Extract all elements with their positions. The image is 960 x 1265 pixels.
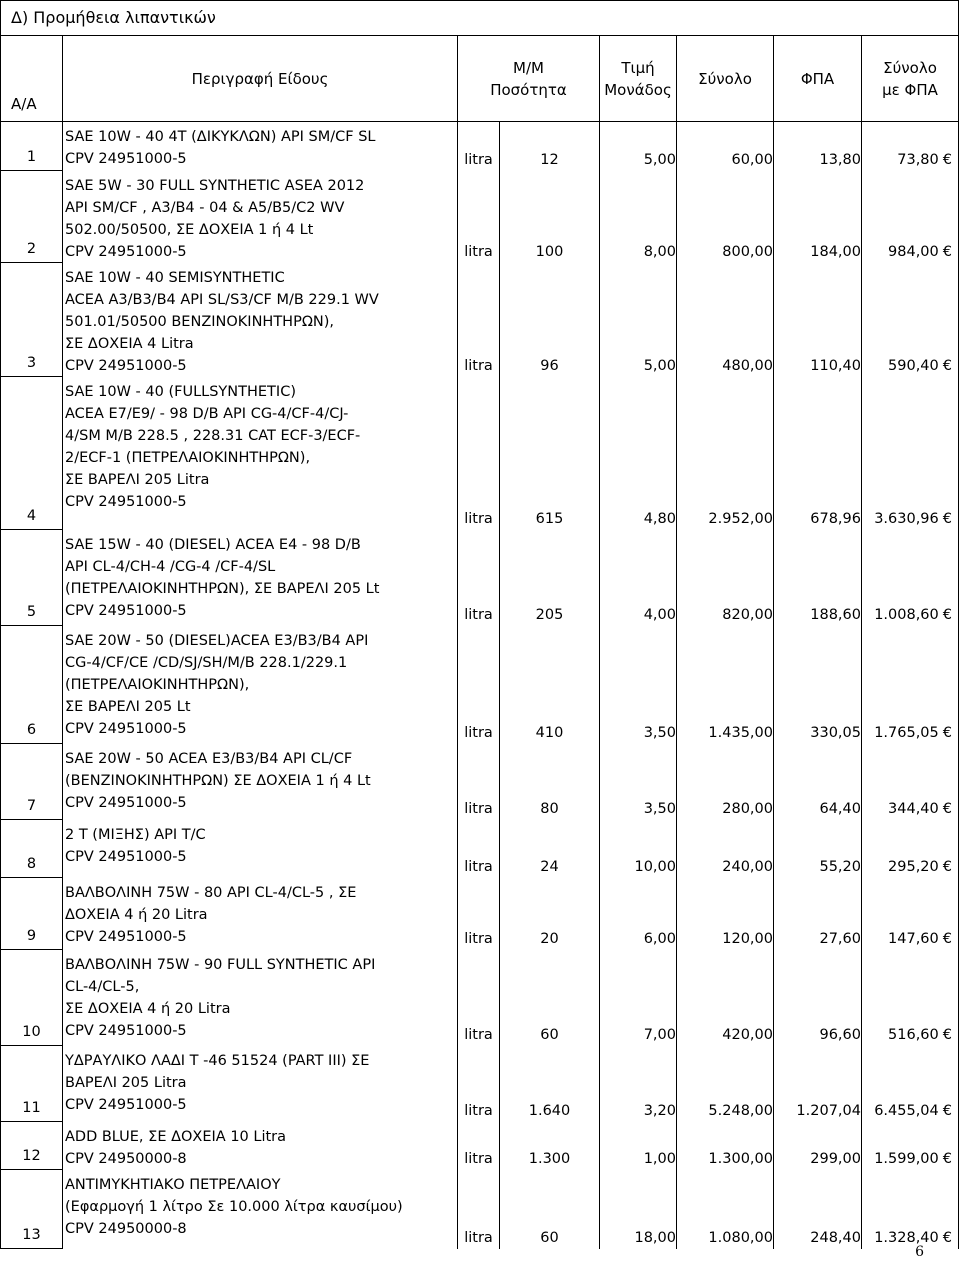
section-title-row: [1, 1, 959, 36]
euro-sign: €: [942, 357, 952, 374]
item-total: 1.300,00: [677, 1122, 774, 1170]
item-description-line: CPV 24951000-5: [65, 1022, 187, 1039]
item-description-line: CPV 24951000-5: [65, 357, 187, 374]
header-unit: Μ/Μ: [513, 58, 544, 77]
item-quantity: 60: [500, 1170, 600, 1249]
item-description: [63, 950, 458, 1046]
item-description: [63, 1046, 458, 1122]
euro-sign: €: [942, 243, 952, 260]
item-description-line: ADD BLUE, ΣΕ ΔΟΧΕΙΑ 10 Litra: [65, 1128, 287, 1145]
item-description-line: SAE 10W - 40 4T (ΔΙΚΥΚΛΩΝ) API SM/CF SL: [65, 129, 376, 145]
item-price: 3,20: [600, 1046, 677, 1122]
item-price: 4,00: [600, 530, 677, 626]
item-total: 2.952,00: [677, 377, 774, 530]
item-total-vat: [862, 377, 959, 530]
item-quantity: 24: [500, 820, 600, 878]
item-description-line: ACEA E7/E9/ - 98 D/B API CG-4/CF-4/CJ-: [65, 405, 349, 422]
item-description-line: SAE 20W - 50 ACEA E3/B3/B4 API CL/CF: [65, 750, 353, 767]
item-description-line: ΣΕ ΔΟΧΕΙΑ 4 Litra: [65, 335, 194, 352]
euro-sign: €: [942, 1102, 952, 1119]
item-description-line: ΒΑΛΒΟΛΙΝΗ 75W - 90 FULL SYNTHETIC API: [65, 956, 376, 973]
item-total-vat-value: 516,60: [888, 1026, 939, 1043]
item-description: [63, 1170, 458, 1249]
euro-sign: €: [942, 800, 952, 817]
item-unit: litra: [458, 530, 500, 626]
item-description-line: CL-4/CL-5,: [65, 978, 140, 995]
item-total-vat-value: 1.008,60: [874, 606, 939, 623]
item-unit: litra: [458, 1122, 500, 1170]
item-total-vat-value: 3.630,96: [874, 510, 939, 527]
item-unit: litra: [458, 1170, 500, 1249]
item-total-vat-value: 1.765,05: [874, 724, 939, 741]
item-description-line: API SM/CF , A3/B4 - 04 & A5/B5/C2 WV: [65, 199, 345, 216]
item-description-line: CPV 24950000-8: [65, 1220, 187, 1237]
euro-sign: €: [942, 1026, 952, 1043]
item-number: 11: [1, 1046, 63, 1122]
item-total: 800,00: [677, 171, 774, 263]
item-number: 9: [1, 878, 63, 950]
header-unit-quantity: [458, 36, 600, 122]
item-total-vat-value: 590,40: [888, 357, 939, 374]
item-unit: litra: [458, 263, 500, 377]
item-description-line: CPV 24951000-5: [65, 928, 187, 945]
item-number: 12: [1, 1122, 63, 1170]
item-description: [63, 263, 458, 377]
item-description-line: ACEA A3/B3/B4 API SL/S3/CF M/B 229.1 WV: [65, 291, 379, 308]
section-title: Δ) Προμήθεια λιπαντικών: [1, 1, 959, 36]
item-description-line: 502.00/50500, ΣΕ ΔΟΧΕΙΑ 1 ή 4 Lt: [65, 221, 314, 238]
item-quantity: 1.300: [500, 1122, 600, 1170]
item-total-vat-value: 73,80: [897, 151, 939, 168]
item-description-line: SAE 5W - 30 FULL SYNTHETIC ASEA 2012: [65, 177, 365, 194]
item-total-vat-value: 6.455,04: [874, 1102, 939, 1119]
header-total-vat: [862, 36, 959, 122]
item-description-line: 2 T (ΜΙΞΗΣ) API T/C: [65, 826, 206, 843]
item-description-line: ΒΑΡΕΛΙ 205 Litra: [65, 1074, 187, 1091]
item-total-vat: [862, 878, 959, 950]
table-row: [1, 263, 959, 377]
item-total-vat: [862, 1046, 959, 1122]
header-row: [1, 36, 959, 122]
item-description-line: CPV 24950000-8: [65, 1150, 187, 1167]
item-description-line: CPV 24951000-5: [65, 1096, 187, 1113]
euro-sign: €: [942, 151, 952, 168]
item-total: 1.080,00: [677, 1170, 774, 1249]
item-number: 7: [1, 744, 63, 820]
table-row: [1, 1170, 959, 1249]
item-quantity: 410: [500, 626, 600, 744]
header-price-line1: Τιμή: [621, 58, 655, 77]
item-description-line: CPV 24951000-5: [65, 243, 187, 260]
item-vat: 64,40: [774, 744, 862, 820]
euro-sign: €: [942, 1150, 952, 1167]
item-vat: 96,60: [774, 950, 862, 1046]
item-price: 3,50: [600, 626, 677, 744]
item-description: [63, 744, 458, 820]
table-row: [1, 171, 959, 263]
header-vat: ΦΠΑ: [774, 36, 862, 122]
header-price-line2: Μονάδος: [604, 80, 672, 99]
item-vat: 27,60: [774, 878, 862, 950]
item-price: 3,50: [600, 744, 677, 820]
item-total: 1.435,00: [677, 626, 774, 744]
item-description: [63, 878, 458, 950]
table-row: [1, 878, 959, 950]
item-price: 5,00: [600, 122, 677, 171]
item-number: 13: [1, 1170, 63, 1249]
item-unit: litra: [458, 171, 500, 263]
table-row: [1, 122, 959, 171]
item-description: [63, 1122, 458, 1170]
item-quantity: 1.640: [500, 1046, 600, 1122]
item-unit: litra: [458, 626, 500, 744]
item-total-vat: [862, 950, 959, 1046]
item-description-line: ΣΕ ΒΑΡΕΛΙ 205 Lt: [65, 698, 191, 715]
euro-sign: €: [942, 510, 952, 527]
euro-sign: €: [942, 606, 952, 623]
header-total-vat-line1: Σύνολο: [883, 58, 937, 77]
header-aa: Α/Α: [1, 36, 63, 122]
item-total: 5.248,00: [677, 1046, 774, 1122]
item-price: 10,00: [600, 820, 677, 878]
item-price: 1,00: [600, 1122, 677, 1170]
item-price: 5,00: [600, 263, 677, 377]
item-unit: litra: [458, 878, 500, 950]
item-price: 4,80: [600, 377, 677, 530]
item-price: 18,00: [600, 1170, 677, 1249]
item-vat: 188,60: [774, 530, 862, 626]
item-total-vat: [862, 263, 959, 377]
item-description-line: ΣΕ ΒΑΡΕΛΙ 205 Litra: [65, 471, 210, 488]
item-description-line: ΣΕ ΔΟΧΕΙΑ 4 ή 20 Litra: [65, 1000, 231, 1017]
table-row: [1, 820, 959, 878]
item-description: [63, 171, 458, 263]
item-description-line: SAE 10W - 40 (FULLSYNTHETIC): [65, 383, 296, 400]
item-total-vat: [862, 122, 959, 171]
item-description-line: CPV 24951000-5: [65, 794, 187, 811]
item-number: 1: [1, 122, 63, 171]
table-row: [1, 626, 959, 744]
item-description-line: (ΠΕΤΡΕΛΑΙΟΚΙΝΗΤΗΡΩΝ), ΣΕ ΒΑΡΕΛΙ 205 Lt: [65, 580, 380, 597]
item-total-vat: [862, 530, 959, 626]
item-total-vat-value: 147,60: [888, 930, 939, 947]
item-unit: litra: [458, 950, 500, 1046]
item-quantity: 96: [500, 263, 600, 377]
euro-sign: €: [942, 1229, 952, 1246]
item-price: 6,00: [600, 878, 677, 950]
table-row: [1, 1046, 959, 1122]
item-total-vat: [862, 626, 959, 744]
item-total: 420,00: [677, 950, 774, 1046]
euro-sign: €: [942, 930, 952, 947]
item-number: 6: [1, 626, 63, 744]
item-total: 480,00: [677, 263, 774, 377]
table-row: [1, 1122, 959, 1170]
item-description-line: CG-4/CF/CE /CD/SJ/SH/M/B 228.1/229.1: [65, 654, 348, 671]
item-description-line: CPV 24951000-5: [65, 720, 187, 737]
item-description-line: ΔΟΧΕΙΑ 4 ή 20 Litra: [65, 906, 208, 923]
item-quantity: 205: [500, 530, 600, 626]
item-description-line: SAE 15W - 40 (DIESEL) ACEA E4 - 98 D/B: [65, 536, 361, 553]
item-vat: 110,40: [774, 263, 862, 377]
item-description-line: 501.01/50500 ΒΕΝΖΙΝΟΚΙΝΗΤΗΡΩΝ),: [65, 313, 335, 330]
item-number: 10: [1, 950, 63, 1046]
item-price: 8,00: [600, 171, 677, 263]
item-description-line: 4/SM M/B 228.5 , 228.31 CAT ECF-3/ECF-: [65, 427, 361, 444]
item-vat: 55,20: [774, 820, 862, 878]
item-unit: litra: [458, 377, 500, 530]
item-number: 2: [1, 171, 63, 263]
item-description-line: ΑΝΤΙΜΥΚΗΤΙΑΚΟ ΠΕΤΡΕΛΑΙΟΥ: [65, 1176, 281, 1193]
item-description-line: (ΒΕΝΖΙΝΟΚΙΝΗΤΗΡΩΝ) ΣΕ ΔΟΧΕΙΑ 1 ή 4 Lt: [65, 772, 371, 789]
item-description-line: CPV 24951000-5: [65, 493, 187, 510]
item-description-line: CPV 24951000-5: [65, 848, 187, 865]
item-total-vat: [862, 1122, 959, 1170]
item-unit: litra: [458, 820, 500, 878]
item-vat: 248,40: [774, 1170, 862, 1249]
item-quantity: 100: [500, 171, 600, 263]
page-number: 6: [915, 1244, 924, 1260]
table-row: [1, 530, 959, 626]
item-price: 7,00: [600, 950, 677, 1046]
item-total-vat-value: 295,20: [888, 858, 939, 875]
item-unit: litra: [458, 744, 500, 820]
item-quantity: 80: [500, 744, 600, 820]
table-row: [1, 377, 959, 530]
item-total-vat: [862, 1170, 959, 1249]
euro-sign: €: [942, 724, 952, 741]
item-total-vat-value: 344,40: [888, 800, 939, 817]
euro-sign: €: [942, 858, 952, 875]
item-quantity: 615: [500, 377, 600, 530]
item-total-vat: [862, 744, 959, 820]
item-description-line: 2/ECF-1 (ΠΕΤΡΕΛΑΙΟΚΙΝΗΤΗΡΩΝ),: [65, 449, 311, 466]
item-number: 8: [1, 820, 63, 878]
item-vat: 678,96: [774, 377, 862, 530]
header-description: Περιγραφή Είδους: [63, 36, 458, 122]
item-total: 820,00: [677, 530, 774, 626]
item-total-vat: [862, 171, 959, 263]
item-description: [63, 530, 458, 626]
item-quantity: 20: [500, 878, 600, 950]
header-price: [600, 36, 677, 122]
item-description-line: ΥΔΡΑΥΛΙΚΟ ΛΑΔΙ Τ -46 51524 (PART III) ΣΕ: [65, 1052, 370, 1069]
header-quantity: Ποσότητα: [490, 80, 567, 99]
item-description: [63, 820, 458, 878]
item-vat: 330,05: [774, 626, 862, 744]
item-quantity: 60: [500, 950, 600, 1046]
item-vat: 299,00: [774, 1122, 862, 1170]
item-description: [63, 626, 458, 744]
header-total: Σύνολο: [677, 36, 774, 122]
item-total: 280,00: [677, 744, 774, 820]
item-description-line: CPV 24951000-5: [65, 151, 187, 167]
item-description-line: (ΠΕΤΡΕΛΑΙΟΚΙΝΗΤΗΡΩΝ),: [65, 676, 250, 693]
item-number: 3: [1, 263, 63, 377]
item-vat: 13,80: [774, 122, 862, 171]
table-row: [1, 744, 959, 820]
item-number: 4: [1, 377, 63, 530]
item-total-vat: [862, 820, 959, 878]
item-unit: litra: [458, 122, 500, 171]
item-description-line: CPV 24951000-5: [65, 602, 187, 619]
item-description-line: ΒΑΛΒΟΛΙΝΗ 75W - 80 API CL-4/CL-5 , ΣΕ: [65, 884, 357, 901]
item-vat: 184,00: [774, 171, 862, 263]
table-row: [1, 950, 959, 1046]
item-number: 5: [1, 530, 63, 626]
item-total: 120,00: [677, 878, 774, 950]
item-description: [63, 377, 458, 530]
item-total: 60,00: [677, 122, 774, 171]
item-description-line: SAE 20W - 50 (DIESEL)ACEA E3/B3/B4 API: [65, 632, 369, 649]
item-description-line: SAE 10W - 40 SEMISYNTHETIC: [65, 269, 285, 286]
header-total-vat-line2: με ΦΠΑ: [882, 80, 938, 99]
item-description-line: (Εφαρμογή 1 λίτρο Σε 10.000 λίτρα καυσίμου): [65, 1198, 403, 1215]
item-unit: litra: [458, 1046, 500, 1122]
item-description-line: API CL-4/CH-4 /CG-4 /CF-4/SL: [65, 558, 276, 575]
item-vat: 1.207,04: [774, 1046, 862, 1122]
item-description: [63, 122, 458, 171]
item-total: 240,00: [677, 820, 774, 878]
item-total-vat-value: 1.328,40: [874, 1229, 939, 1246]
item-total-vat-value: 1.599,00: [874, 1150, 939, 1167]
item-total-vat-value: 984,00: [888, 243, 939, 260]
item-quantity: 12: [500, 122, 600, 171]
